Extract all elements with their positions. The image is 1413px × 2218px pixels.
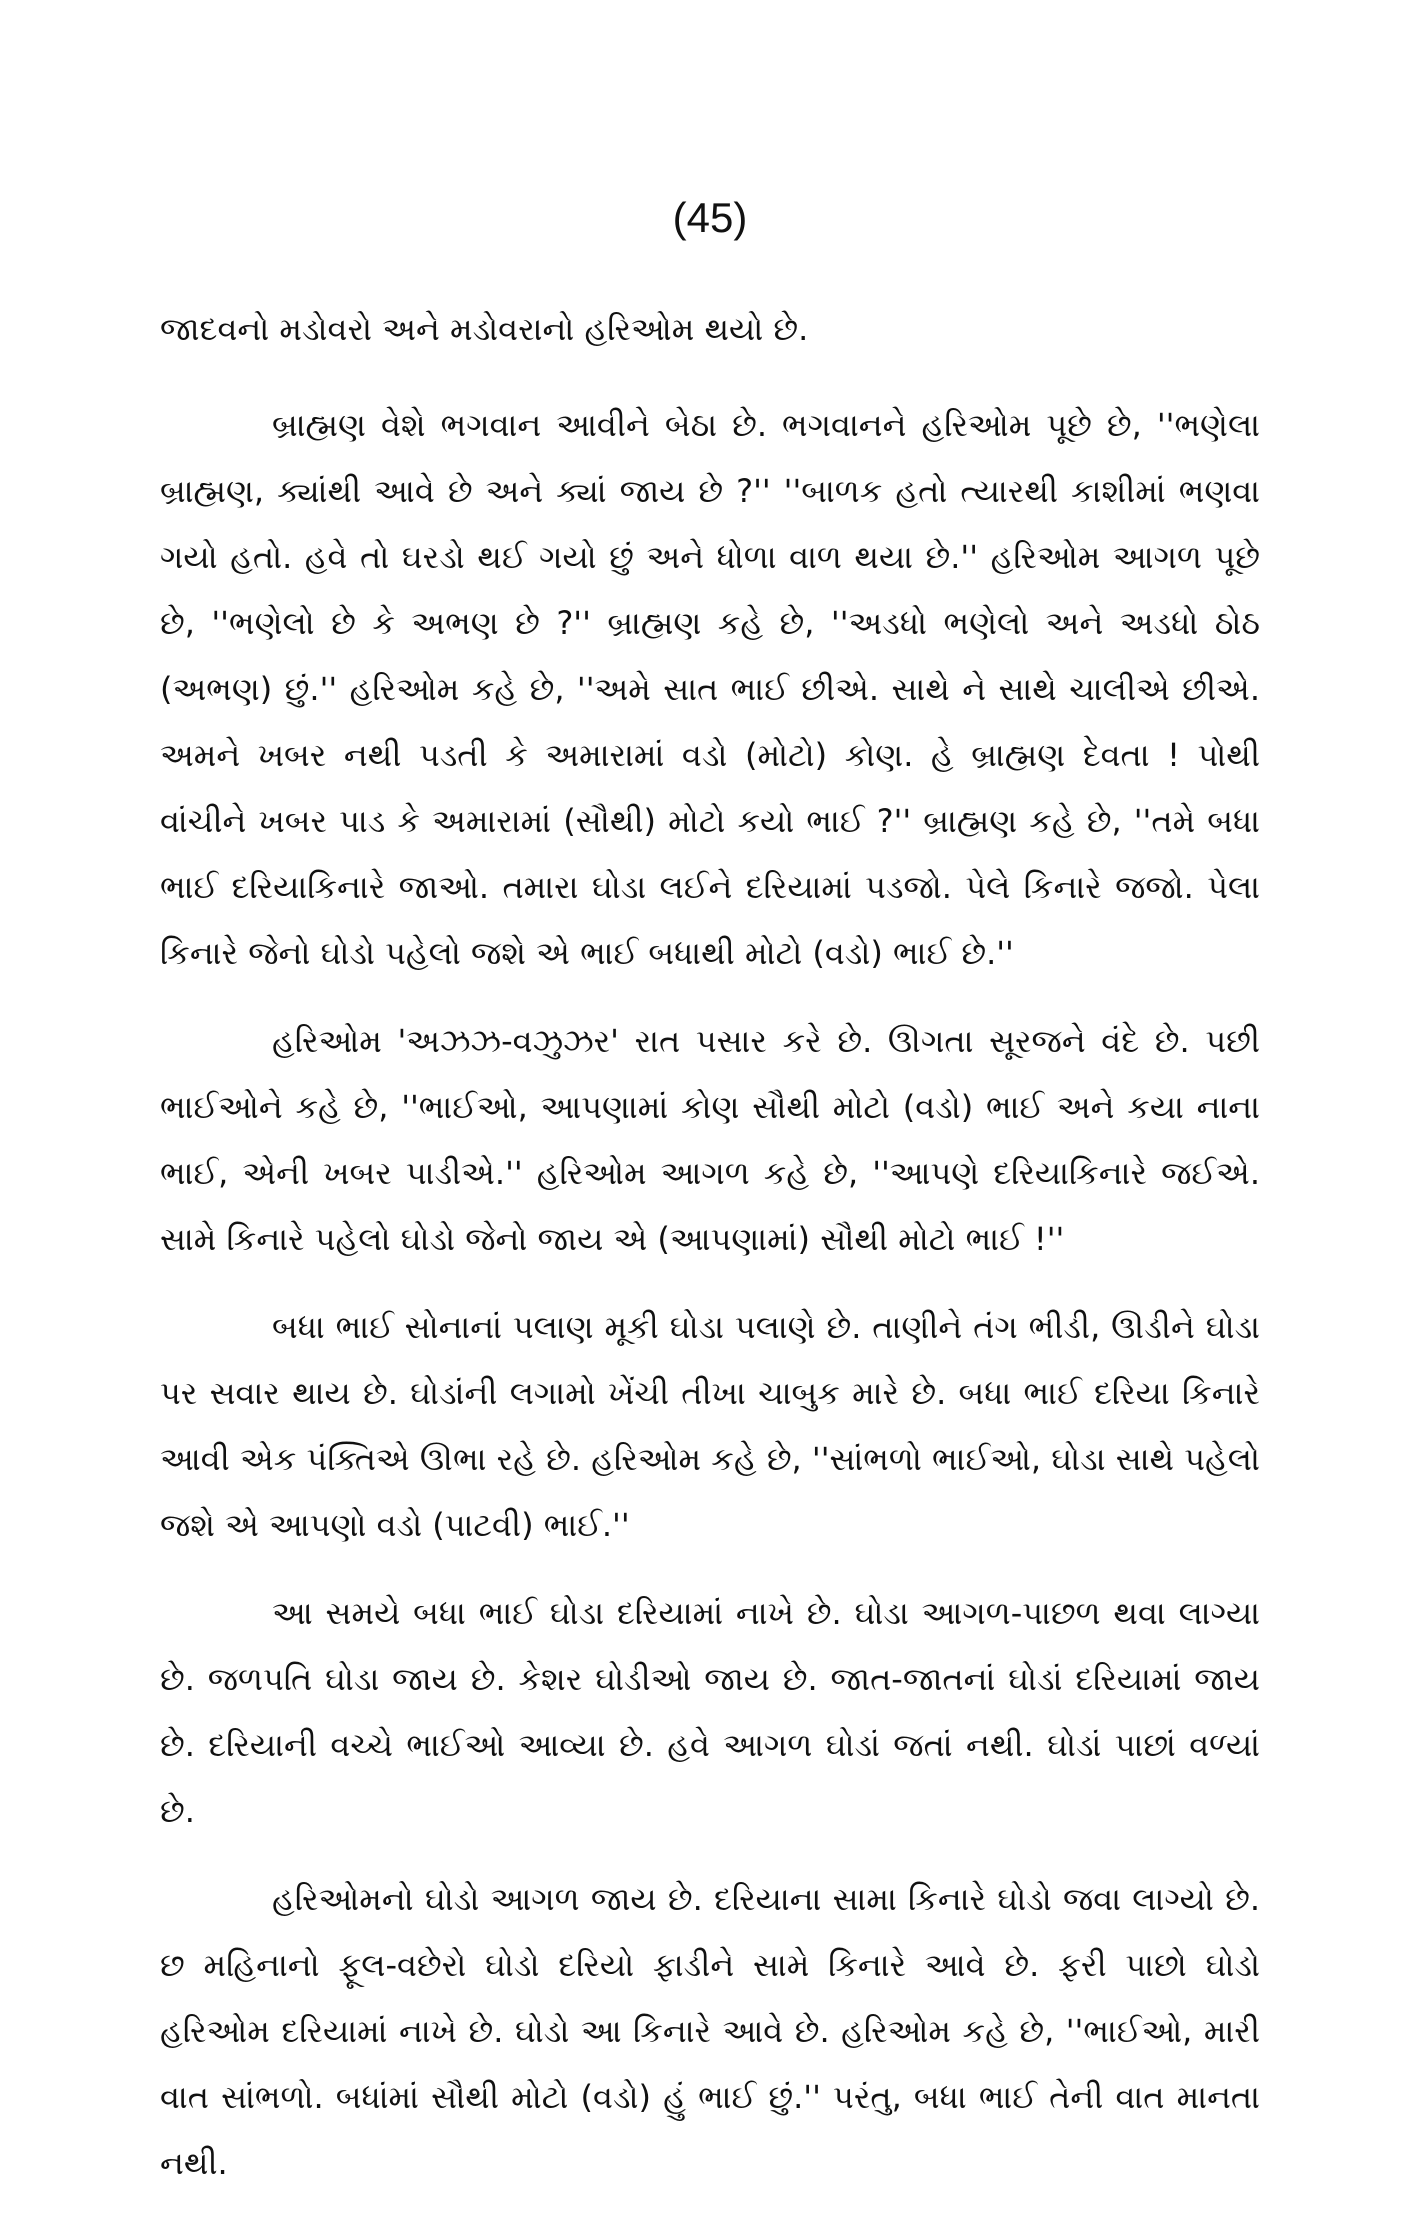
book-page xyxy=(160,190,1260,2218)
paragraph-5: આ સમયે બધા ભાઈ ઘોડા દરિયામાં નાખે છે. ઘોડા આગળ-પાછળ થવા લાગ્યા છે. જળપતિ ઘોડા જાય છે. કેશર ઘોડીઓ જાય છે. જાત-જાતનાં ઘોડાં દરિયામાં જાય છે. દરિયાની વચ્ચે ભાઈઓ આવ્યા છે. હવે આગળ ઘોડાં જતાં નથી. ઘોડાં પાછાં વળ્યાં છે. xyxy=(160,1594,1260,1830)
paragraph-1: જાદવનો મડોવરો અને મડોવરાનો હરિઓમ થયો છે. xyxy=(160,310,809,348)
paragraph-2: બ્રાહ્મણ વેશે ભગવાન આવીને બેઠા છે. ભગવાનને હરિઓમ પૂછે છે, ''ભણેલા બ્રાહ્મણ, ક્યાંથી આવે છે અને ક્યાં જાય છે ?'' ''બાળક હતો ત્યારથી કાશીમાં ભણવા ગયો હતો. હવે તો ઘરડો થઈ ગયો છું અને ધોળા વાળ થયા છે.'' હરિઓમ આગળ પૂછે છે, ''ભણેલો છે કે અભણ છે ?'' બ્રાહ્મણ કહે છે, ''અડધો ભણેલો અને અડધો ઠોઠ (અભણ) છું.'' હરિઓમ કહે છે, ''અમે સાત ભાઈ છીએ. સાથે ને સાથે ચાલીએ છીએ. અમને ખબર નથી પડતી કે અમારામાં વડો (મોટો) કોણ. હે બ્રાહ્મણ દેવતા ! પોથી વાંચીને ખબર પાડ કે અમારામાં (સૌથી) મોટો કયો ભાઈ ?'' બ્રાહ્મણ કહે છે, ''તમે બધા ભાઈ દરિયાકિનારે જાઓ. તમારા ઘોડા લઈને દરિયામાં પડજો. પેલે કિનારે જજો. પેલા કિનારે જેનો ઘોડો પહેલો જશે એ ભાઈ બધાથી મોટો (વડો) ભાઈ છે.'' xyxy=(160,406,1260,972)
page-number: (45) xyxy=(672,194,748,241)
paragraph-6: હરિઓમનો ઘોડો આગળ જાય છે. દરિયાના સામા કિનારે ઘોડો જવા લાગ્યો છે. છ મહિનાનો ફૂલ-વછેરો ઘોડો દરિયો ફાડીને સામે કિનારે આવે છે. ફરી પાછો ઘોડો હરિઓમ દરિયામાં નાખે છે. ઘોડો આ કિનારે આવે છે. હરિઓમ કહે છે, ''ભાઈઓ, મારી વાત સાંભળો. બધાંમાં સૌથી મોટો (વડો) હું ભાઈ છું.'' પરંતુ, બધા ભાઈ તેની વાત માનતા નથી. xyxy=(160,1880,1260,2182)
paragraph-4: બધા ભાઈ સોનાનાં પલાણ મૂકી ઘોડા પલાણે છે. તાણીને તંગ ભીડી, ઊડીને ઘોડા પર સવાર થાય છે. ઘોડાંની લગામો ખેંચી તીખા ચાબુક મારે છે. બધા ભાઈ દરિયા કિનારે આવી એક પંક્તિએ ઊભા રહે છે. હરિઓમ કહે છે, ''સાંભળો ભાઈઓ, ઘોડા સાથે પહેલો જશે એ આપણો વડો (પાટવી) ભાઈ.'' xyxy=(160,1308,1260,1544)
paragraph-3: હરિઓમ 'અઝઝ-વઝુઝર' રાત પસાર કરે છે. ઊગતા સૂરજને વંદે છે. પછી ભાઈઓને કહે છે, ''ભાઈઓ, આપણામાં કોણ સૌથી મોટો (વડો) ભાઈ અને કયા નાના ભાઈ, એની ખબર પાડીએ.'' હરિઓમ આગળ કહે છે, ''આપણે દરિયાકિનારે જઈએ. સામે કિનારે પહેલો ઘોડો જેનો જાય એ (આપણામાં) સૌથી મોટો ભાઈ !'' xyxy=(160,1022,1260,1258)
